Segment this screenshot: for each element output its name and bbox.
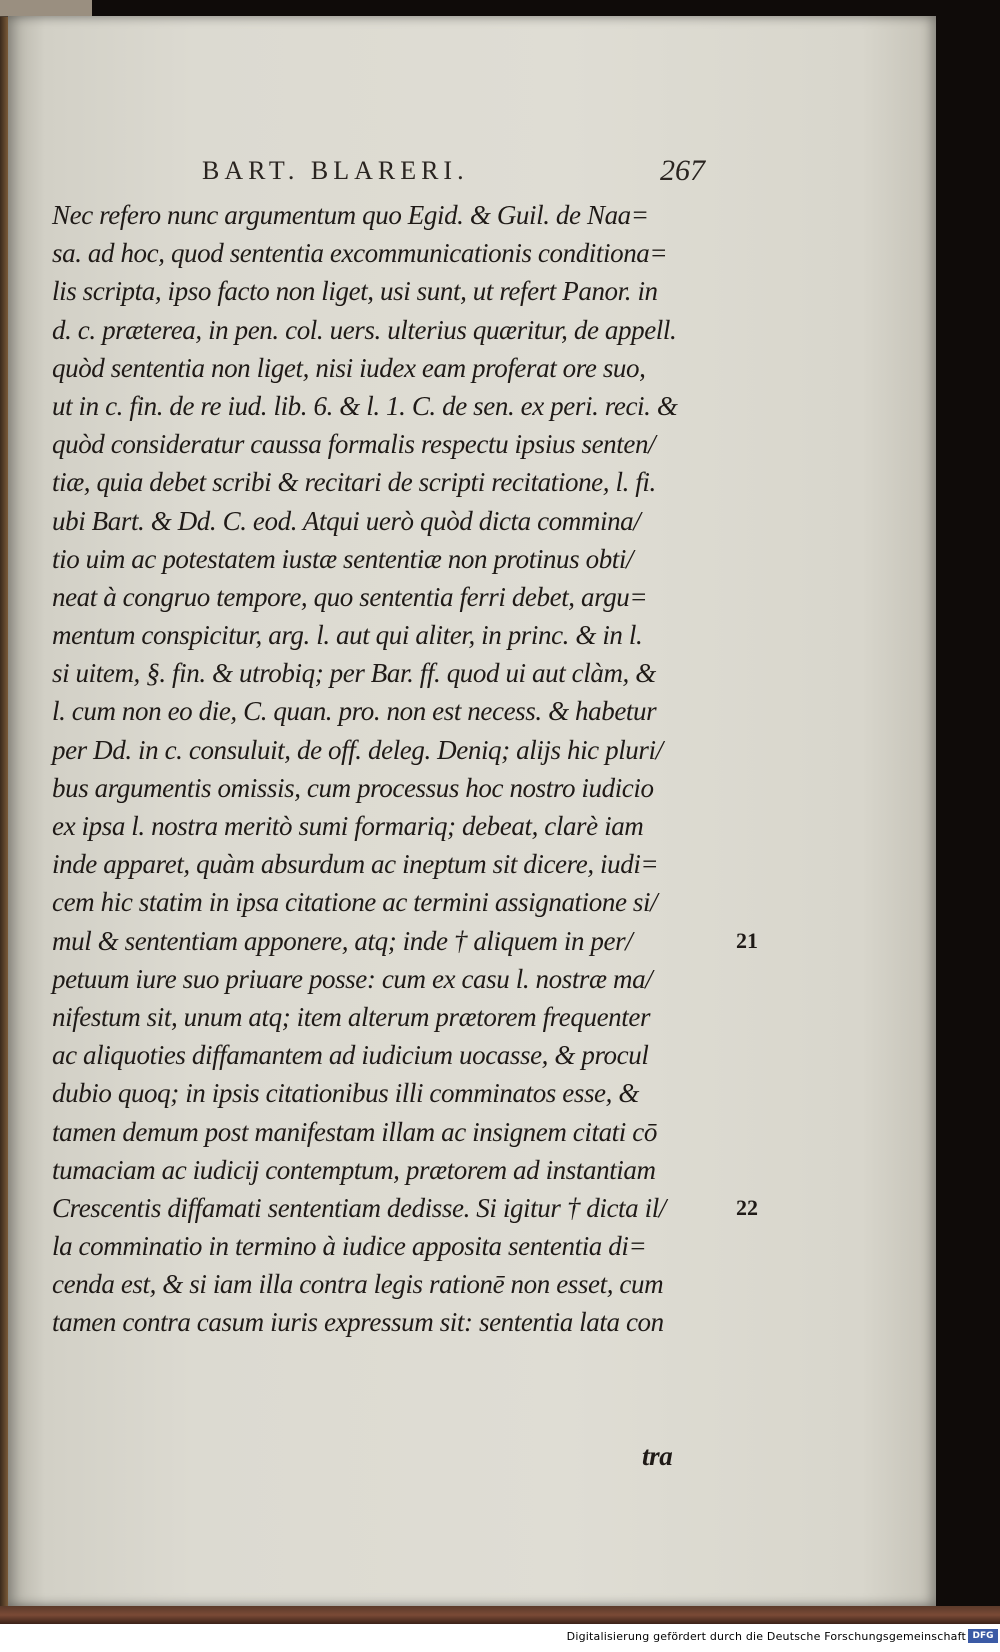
text-line: bus argumentis omissis, cum processus hoc nostro iudicio <box>52 772 654 803</box>
text-line: d. c. præterea, in pen. col. uers. ulterius quæritur, de appell. <box>52 314 677 345</box>
dfg-logo: DFG <box>968 1629 998 1643</box>
text-line: nifestum sit, unum atq; item alterum prætorem frequenter <box>52 1001 651 1032</box>
text-line: dubio quoq; in ipsis citationibus illi comminatos esse, & <box>52 1078 639 1109</box>
text-line: mul & sententiam apponere, atq; inde † aliquem in per/ <box>52 925 633 956</box>
text-line: quòd sententia non liget, nisi iudex eam proferat ore suo, <box>52 352 646 383</box>
text-line: tumaciam ac iudicij contemptum, prætorem ad instantiam <box>52 1154 656 1185</box>
page-number: 267 <box>660 154 705 187</box>
text-line: la comminatio in termino à iudice apposita sententia di= <box>52 1231 647 1262</box>
text-line: tamen demum post manifestam illam ac insignem citati cō <box>52 1116 657 1147</box>
running-head: BART. BLARERI. <box>202 156 469 185</box>
text-line: per Dd. in c. consuluit, de off. deleg. Deniq; alijs hic pluri/ <box>52 734 663 765</box>
text-block <box>52 196 742 1342</box>
text-line: lis scripta, ipso facto non liget, usi sunt, ut refert Panor. in <box>52 276 658 307</box>
text-line: sa. ad hoc, quod sententia excommunicationis conditiona= <box>52 238 668 269</box>
text-line: ubi Bart. & Dd. C. eod. Atqui uerò quòd dicta commina/ <box>52 505 641 536</box>
digitization-credit: Digitalisierung gefördert durch die Deutsche Forschungsgemeinschaft <box>566 1630 966 1643</box>
text-line: quòd consideratur caussa formalis respectu ipsius senten/ <box>52 429 656 460</box>
marginal-note: 22 <box>736 1195 758 1221</box>
text-line: Nec refero nunc argumentum quo Egid. & Guil. de Naa= <box>52 200 649 230</box>
text-line: si uitem, §. fin. & utrobiq; per Bar. ff. quod ui aut clàm, & <box>52 658 656 689</box>
text-line: petuum iure suo priuare posse: cum ex casu l. nostræ ma/ <box>52 963 653 994</box>
text-line: tio uim ac potestatem iustæ sententiæ non protinus obti/ <box>52 543 634 574</box>
text-line: tamen contra casum iuris expressum sit: sententia lata con <box>52 1307 664 1338</box>
top-edge-tab <box>0 0 92 17</box>
catchword: tra <box>642 1441 673 1471</box>
text-line: ac aliquoties diffamantem ad iudicium uocasse, & procul <box>52 1040 649 1071</box>
text-line: ex ipsa l. nostra meritò sumi formariq; debeat, clarè iam <box>52 811 644 841</box>
marginal-note: 21 <box>736 927 758 953</box>
footer-bar <box>0 1624 1000 1652</box>
text-line: mentum conspicitur, arg. l. aut qui aliter, in princ. & in l. <box>52 620 643 651</box>
text-line: neat à congruo tempore, quo sententia ferri debet, argu= <box>52 581 648 612</box>
text-line: Crescentis diffamati sententiam dedisse. Si igitur † dicta il/ <box>52 1192 666 1223</box>
text-line: ut in c. fin. de re iud. lib. 6. & l. 1. C. de sen. ex peri. reci. & <box>52 390 678 421</box>
book-page <box>8 16 936 1606</box>
page-header <box>8 156 936 196</box>
book-bottom-edge <box>0 1606 1000 1624</box>
text-line: l. cum non eo die, C. quan. pro. non est necess. & habetur <box>52 696 657 727</box>
text-line: inde apparet, quàm absurdum ac ineptum sit dicere, iudi= <box>52 849 659 880</box>
text-line: cenda est, & si iam illa contra legis rationē non esset, cum <box>52 1269 664 1300</box>
text-line: tiæ, quia debet scribi & recitari de scripti recitatione, l. fi. <box>52 467 656 498</box>
text-line: cem hic statim in ipsa citatione ac termini assignatione si/ <box>52 887 658 918</box>
book-spine <box>0 0 8 1652</box>
